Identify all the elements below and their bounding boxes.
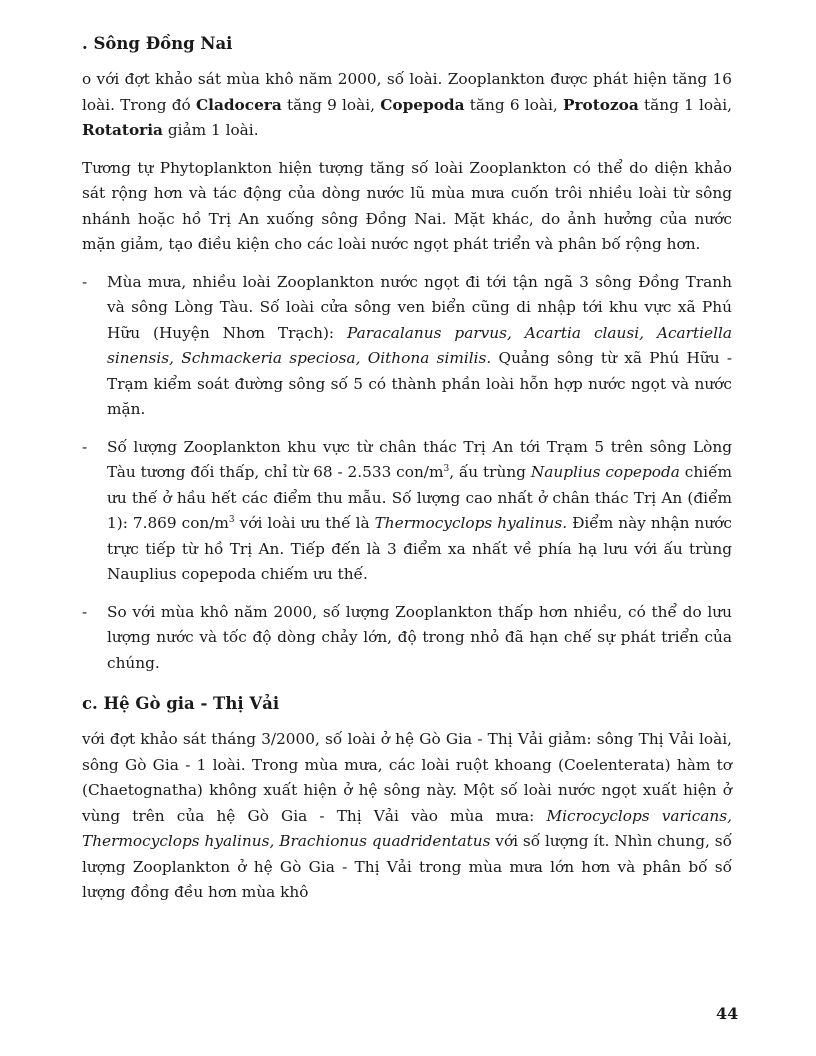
text-run: với số lượng ít. Nhìn chung, số lượng Zooplankton ở hệ Gò Gia - Thị Vải trong mùa mưa lớn hơn và phân bố số lượng đồng đều hơn mùa khô <box>82 832 732 901</box>
superscript: 3 <box>228 514 235 525</box>
bullet-dash: - <box>82 437 88 456</box>
section-heading-dong-nai: . Sông Đồng Nai <box>82 34 233 53</box>
section-heading-go-gia-thi-vai: c. Hệ Gò gia - Thị Vải <box>82 694 280 713</box>
italic-species-list: Microcyclops varicans, Thermocyclops hyalinus, Brachionus quadridentatus <box>82 806 732 850</box>
text-run: giảm 1 loài. <box>162 121 259 139</box>
text-run: o với đợt khảo sát mùa khô năm 2000, số loài. Zooplankton được phát hiện tăng 16 loài. Trong đó <box>82 70 732 114</box>
bold-term-copepoda: Copepoda <box>380 95 465 114</box>
italic-species-list: Paracalanus parvus, Acartia clausi, Acartiella sinensis, Schmackeria speciosa, Oithona similis. <box>107 323 732 367</box>
bullet-rainy-season <box>82 270 732 423</box>
text-run: So với mùa khô năm 2000, số lượng Zooplankton thấp hơn nhiều, có thể do lưu lượng nước và tốc độ dòng chảy lớn, độ trong nhỏ đã hạn chế sự phát triển của chúng. <box>107 602 732 672</box>
text-run: , ấu trùng <box>449 463 531 481</box>
italic-species-name: Thermocyclops hyalinus. <box>374 514 568 532</box>
bullet-dry-season-comparison <box>82 600 732 677</box>
text-run: tăng 9 loài, <box>281 95 381 114</box>
bold-term-protozoa: Protozoa <box>562 95 639 114</box>
page-content <box>82 34 732 918</box>
italic-species-name: Nauplius copepoda <box>530 463 680 481</box>
text-run: tăng 1 loài, <box>638 95 732 114</box>
text-run: với loài ưu thế là <box>234 514 375 532</box>
text-run: Mùa mưa, nhiều loài Zooplankton nước ngọt đi tới tận ngã 3 sông Đồng Tranh và sông Lòng Tàu. Số loài cửa sông ven biển cũng di nhập tới khu vực xã Phú Hữu (Huyện Nhơn Trạch): <box>107 272 732 342</box>
bullet-zooplankton-count <box>82 435 732 588</box>
paragraph-go-gia-thi-vai <box>82 727 732 906</box>
text-run: tăng 6 loài, <box>464 95 563 114</box>
bullet-dash: - <box>82 602 88 621</box>
superscript: 3 <box>443 463 450 474</box>
bold-term-cladocera: Cladocera <box>195 95 282 114</box>
bullet-dash: - <box>82 272 88 291</box>
text-run: với đợt khảo sát tháng 3/2000, số loài ở hệ Gò Gia - Thị Vải giảm: sông Thị Vải loài, sông Gò Gia - 1 loài. Trong mùa mưa, các loài ruột khoang (Coelenterata) hàm tơ (Chaetognatha) không xuất hiện ở hệ sông này. Một số loài nước ngọt xuất hiện ở vùng trên của hệ Gò Gia - Thị Vải vào mùa mưa: <box>82 730 732 825</box>
paragraph-species-change <box>82 67 732 144</box>
text-run: chiếm ưu thế ở hầu hết các điểm thu mẫu. Số lượng cao nhất ở chân thác Trị An (điểm 1): 7.869 con/m <box>107 463 732 532</box>
paragraph-explanation: Tương tự Phytoplankton hiện tượng tăng số loài Zooplankton có thể do diện khảo sát rộng hơn và tác động của dòng nước lũ mùa mưa cuốn trôi nhiều loài từ sông nhánh hoặc hồ Trị An xuống sông Đồng Nai. Mặt khác, do ảnh hưởng của nước mặn giảm, tạo điều kiện cho các loài nước ngọt phát triển và phân bố rộng hơn. <box>82 158 732 253</box>
text-run: Số lượng Zooplankton khu vực từ chân thác Trị An tới Trạm 5 trên sông Lòng Tàu tương đối thấp, chỉ từ 68 - 2.533 con/m <box>107 437 732 481</box>
text-run: Quảng sông từ xã Phú Hữu - Trạm kiểm soát đường sông số 5 có thành phần loài hỗn hợp nước ngọt và nước mặn. <box>107 349 732 418</box>
page-number: 44 <box>716 1004 739 1023</box>
text-run: Điểm này nhận nước trực tiếp từ hồ Trị An. Tiếp đến là 3 điểm xa nhất về phía hạ lưu với ấu trùng Nauplius copepoda chiếm ưu thế. <box>107 514 732 583</box>
bold-term-rotatoria: Rotatoria <box>82 121 163 139</box>
